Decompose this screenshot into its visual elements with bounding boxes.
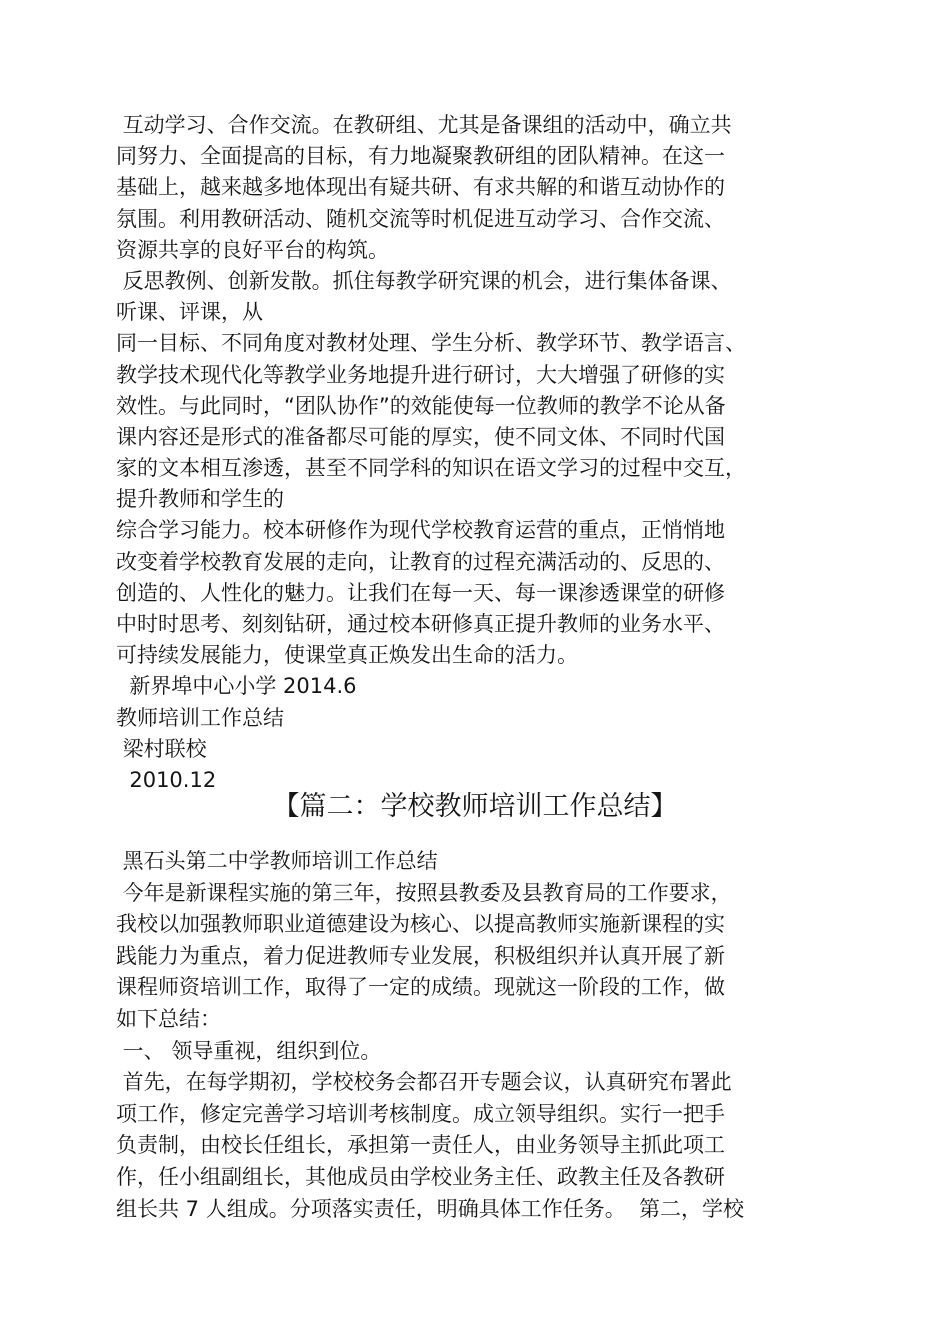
section-heading: 【篇二：学校教师培训工作总结】	[272, 791, 678, 822]
text-line: 基础上，越来越多地体现出有疑共研、有求共解的和谐互动协作的	[116, 175, 725, 200]
text-line: 效性。与此同时，“团队协作”的效能使每一位教师的教学不论从备	[116, 393, 726, 418]
text-line: 提升教师和学生的	[116, 487, 284, 512]
text-line: 课程师资培训工作，取得了一定的成绩。现就这一阶段的工作，做	[116, 975, 725, 1000]
text-line: 教学技术现代化等教学业务地提升进行研讨，大大增强了研修的实	[116, 362, 725, 387]
text-line: 项工作，修定完善学习培训考核制度。成立领导组织。实行一把手	[116, 1101, 725, 1126]
school-signature-line: 新界埠中心小学 2014.6	[116, 674, 357, 699]
text-line: 反思教例、创新发散。抓住每教学研究课的机会，进行集体备课、	[116, 268, 732, 293]
text-line: 可持续发展能力，使课堂真正焕发出生命的活力。	[116, 643, 578, 668]
subtitle-line: 黑石头第二中学教师培训工作总结	[116, 849, 438, 873]
text-line: 改变着学校教育发展的走向，让教育的过程充满活动的、反思的、	[116, 549, 725, 574]
text-line: 氛围。利用教研活动、随机交流等时机促进互动学习、合作交流、	[116, 206, 725, 231]
text-line: 组长共 7 人组成。分项落实责任，明确具体工作任务。 第二，学校	[116, 1196, 745, 1221]
text-line: 听课、评课，从	[116, 300, 263, 325]
text-line: 中时时思考、刻刻钻研，通过校本研修真正提升教师的业务水平、	[116, 612, 725, 636]
text-line: 创造的、人性化的魅力。让我们在每一天、每一课渗透课堂的研修	[116, 580, 725, 605]
text-line: 我校以加强教师职业道德建设为核心、以提高教师实施新课程的实	[116, 912, 725, 937]
document-body-part2	[116, 846, 856, 1225]
text-line: 作，任小组副组长，其他成员由学校业务主任、政教主任及各教研	[116, 1164, 725, 1189]
text-line: 同努力、全面提高的目标，有力地凝聚教研组的团队精神。在这一	[116, 144, 725, 169]
date-line: 2010.12	[116, 767, 217, 792]
text-line: 综合学习能力。校本研修作为现代学校教育运营的重点，正悄悄地	[116, 518, 725, 543]
text-line: 今年是新课程实施的第三年，按照县教委及县教育局的工作要求，	[116, 880, 732, 905]
document-title-line: 教师培训工作总结	[116, 705, 284, 730]
text-line: 资源共享的良好平台的构筑。	[116, 237, 389, 262]
text-line: 课内容还是形式的准备都尽可能的厚实，使不同文体、不同时代国	[116, 424, 725, 449]
text-line: 践能力为重点，着力促进教师专业发展，积极组织并认真开展了新	[116, 943, 725, 968]
school-name-line: 梁村联校	[116, 736, 207, 761]
text-line: 互动学习、合作交流。在教研组、尤其是备课组的活动中，确立共	[116, 113, 732, 137]
text-line: 家的文本相互渗透，甚至不同学科的知识在语文学习的过程中交互，	[116, 456, 746, 481]
text-line: 首先，在每学期初，学校校务会都召开专题会议，认真研究布署此	[116, 1070, 732, 1095]
text-line: 同一目标、不同角度对教材处理、学生分析、教学环节、教学语言、	[116, 331, 746, 356]
document-body-part1	[116, 110, 856, 796]
text-line: 如下总结：	[116, 1006, 221, 1031]
text-line: 负责制，由校长任组长，承担第一责任人，由业务领导主抓此项工	[116, 1133, 725, 1158]
list-heading-line: 一、 领导重视，组织到位。	[116, 1038, 382, 1063]
